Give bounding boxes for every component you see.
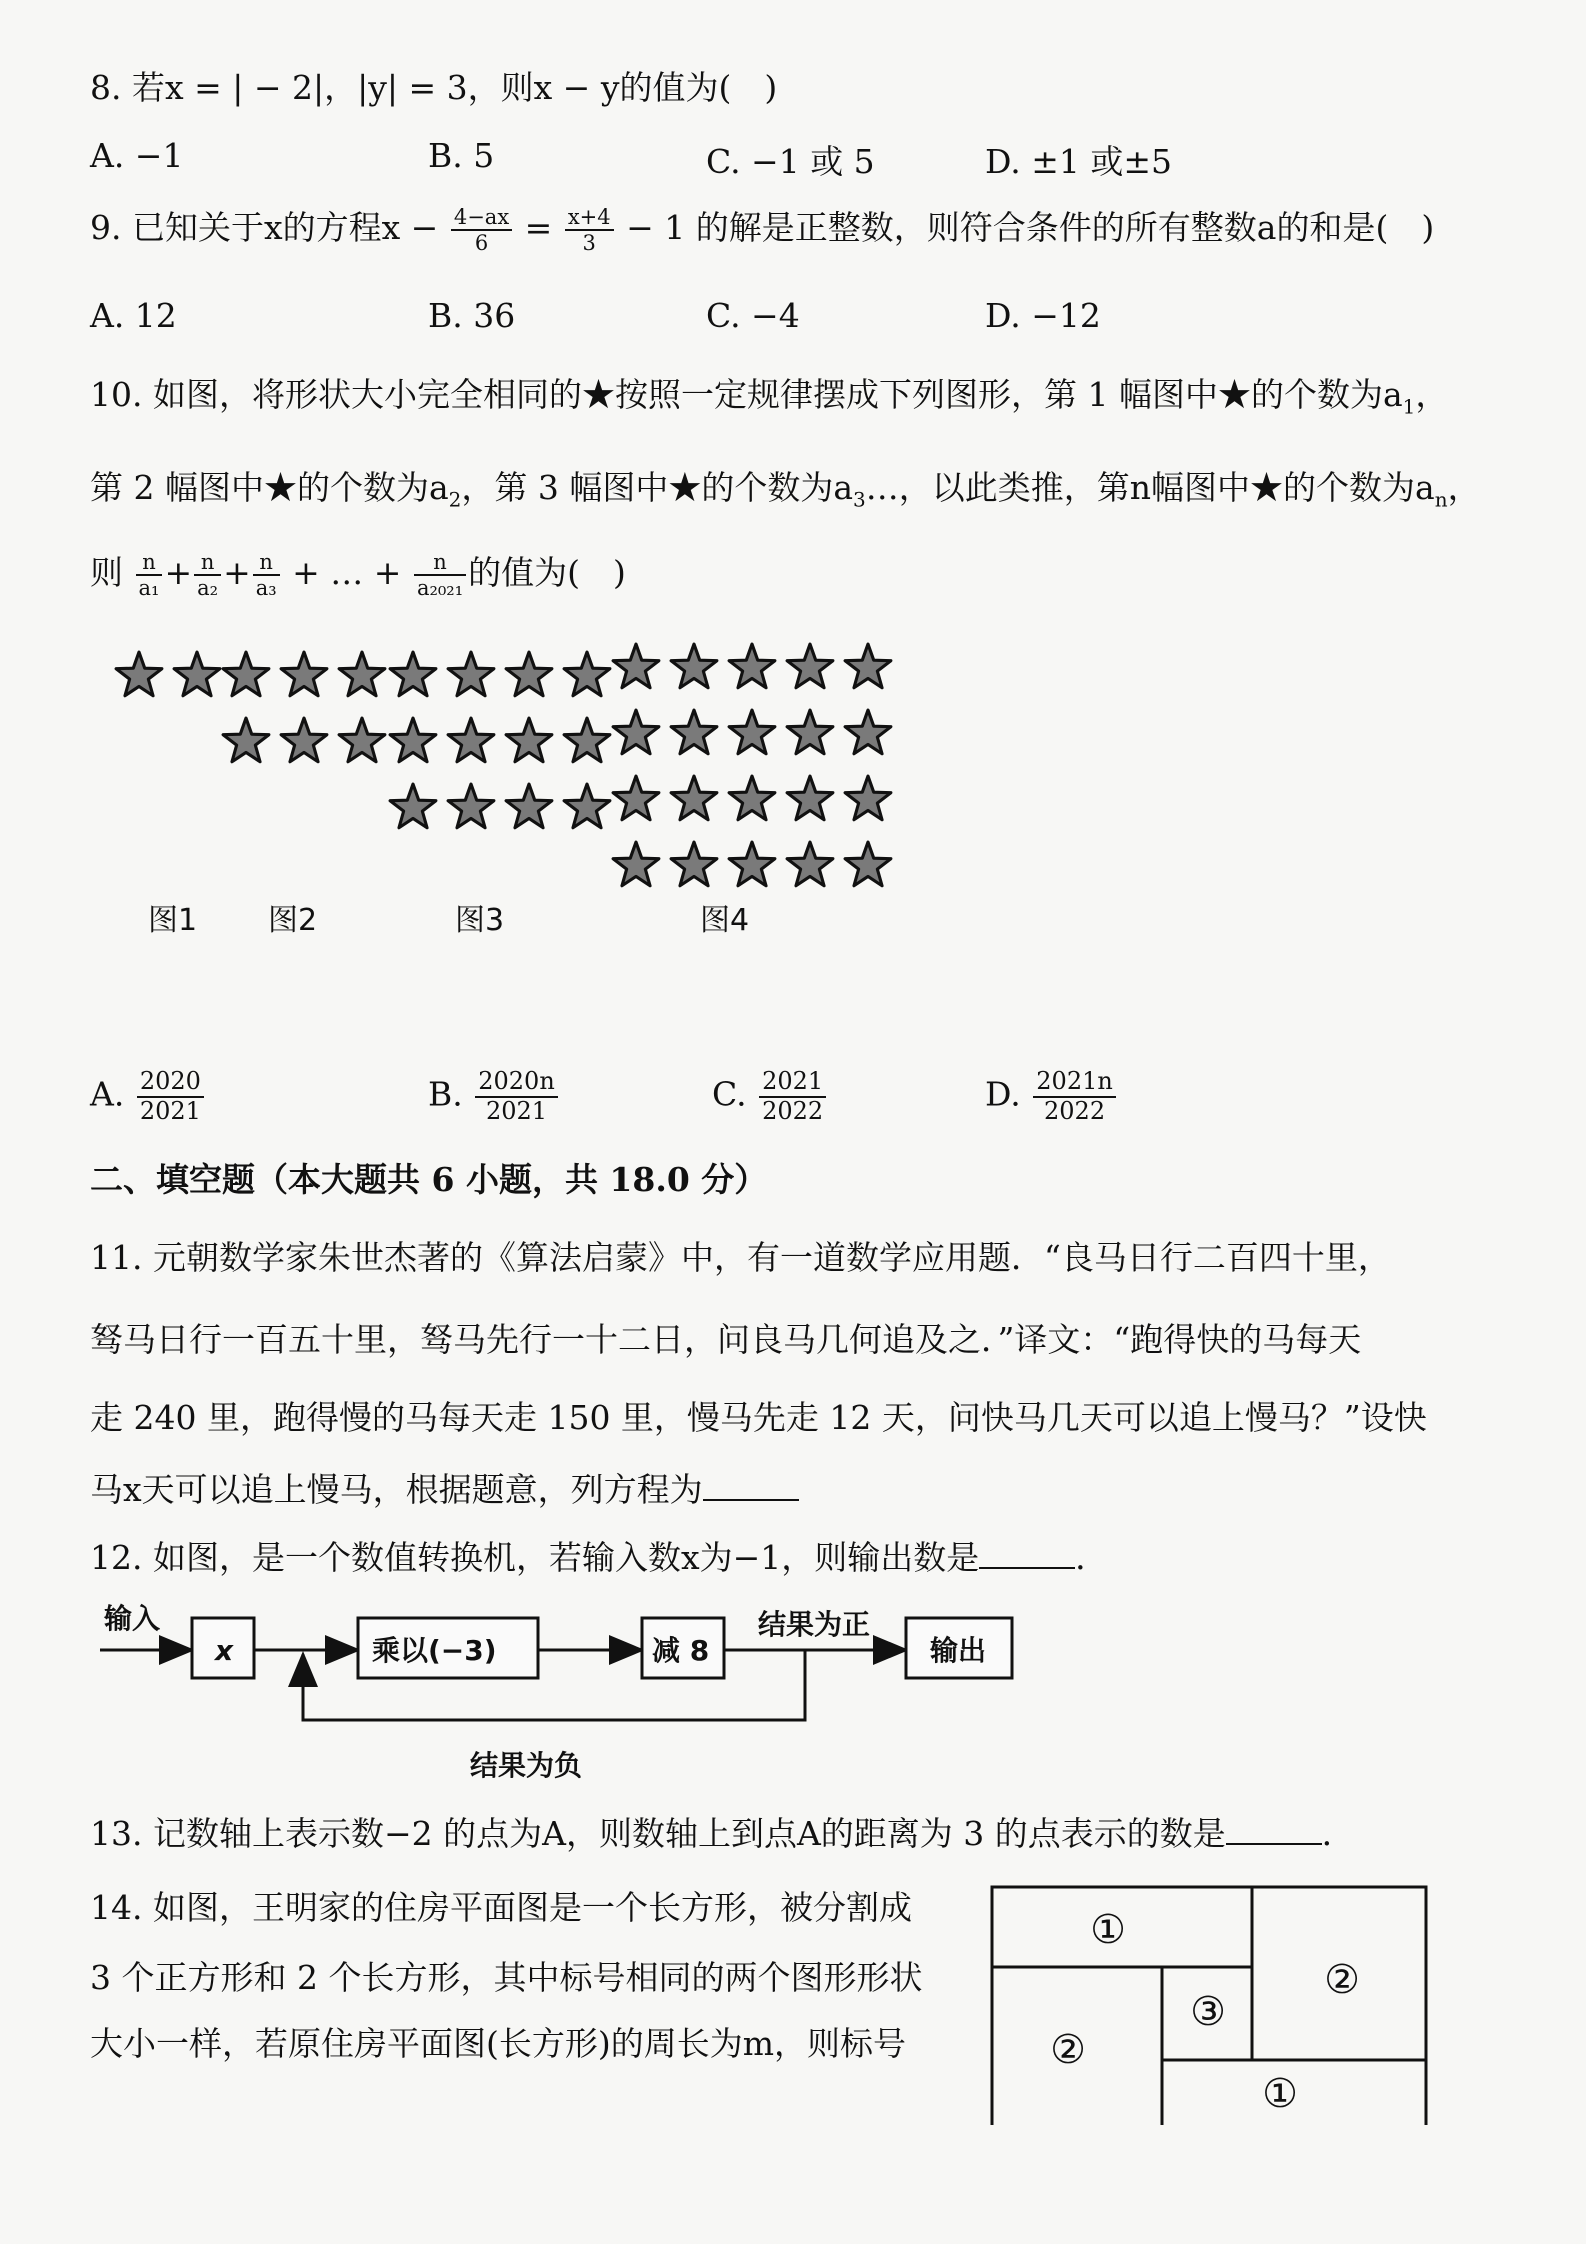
q9-frac1-num: 4−ax xyxy=(451,205,512,231)
star-figure-3 xyxy=(390,652,610,828)
q10-line3-prefix: 则 xyxy=(90,553,123,593)
q13-stem-text: 13. 记数轴上表示数−2 的点为A，则数轴上到点A的距离为 3 的点表示的数是 xyxy=(90,1814,1226,1853)
q9-equals: = xyxy=(524,208,553,248)
q9-option-d: D. −12 xyxy=(985,296,1101,335)
plan-label-2-right: ② xyxy=(1324,1957,1360,2003)
star-icon xyxy=(845,776,891,820)
q10-sub-a1: 1 xyxy=(1402,394,1416,419)
q10-option-a xyxy=(90,1068,206,1125)
q11-line4-text: 马x天可以追上慢马，根据题意，列方程为 xyxy=(90,1470,703,1509)
figure-label-3: 图3 xyxy=(455,903,505,938)
star-icon xyxy=(564,652,610,696)
star-icon xyxy=(390,784,436,828)
q10-sub-a3: 3 xyxy=(853,487,866,512)
q10-opt-c-den: 2022 xyxy=(762,1096,824,1125)
q10-term-2 xyxy=(194,550,221,600)
star-icon xyxy=(506,784,552,828)
figure-labels xyxy=(148,903,749,938)
q10-star-figures xyxy=(0,640,1586,940)
star-icon xyxy=(223,652,269,696)
q9-frac2-num: x+4 xyxy=(565,205,614,231)
q9-option-b: B. 36 xyxy=(428,296,516,335)
q10-term2-den: a₂ xyxy=(197,576,219,601)
q9-frac1-den: 6 xyxy=(474,231,489,256)
q10-opt-b-num: 2020n xyxy=(475,1068,558,1098)
star-icon xyxy=(339,718,385,762)
star-icon xyxy=(787,644,833,688)
positive-label: 结果为正 xyxy=(758,1608,871,1641)
q10-line-2 xyxy=(90,468,1481,512)
q10-term-last xyxy=(414,550,466,600)
q10-line-1 xyxy=(90,375,1448,419)
q14-line-2: 3 个正方形和 2 个长方形，其中标号相同的两个图形形状 xyxy=(90,1958,923,1997)
star-icon xyxy=(281,718,327,762)
star-icon xyxy=(448,718,494,762)
q13-stem-end: ． xyxy=(1321,1814,1355,1853)
plan-label-1-bottom: ① xyxy=(1262,2071,1298,2117)
q12-conversion-diagram xyxy=(0,1590,1586,1790)
q10-opt-a-den: 2021 xyxy=(139,1096,201,1125)
q9-option-a: A. 12 xyxy=(90,296,177,335)
q10-opt-d-den: 2022 xyxy=(1044,1096,1106,1125)
q10-sub-an: n xyxy=(1434,487,1448,512)
star-icon xyxy=(729,644,775,688)
q8-option-b: B. 5 xyxy=(428,136,495,175)
q10-ellipsis: + … + xyxy=(292,553,402,593)
q14-line-3: 大小一样，若原住房平面图(长方形)的周长为m，则标号 xyxy=(90,2024,907,2063)
q12-stem xyxy=(90,1538,1108,1578)
star-icon xyxy=(281,652,327,696)
q10-opt-a-letter: A. xyxy=(90,1074,125,1114)
figure-label-1: 图1 xyxy=(148,903,198,938)
q10-opt-c-num: 2021 xyxy=(759,1068,826,1098)
q10-opt-c-letter: C. xyxy=(712,1074,747,1114)
q9-prefix: 9. 已知关于x的方程x − xyxy=(90,208,439,248)
star-figure-4 xyxy=(613,644,891,886)
star-icon xyxy=(564,718,610,762)
box-multiply-label: 乘以(−3) xyxy=(372,1634,497,1667)
star-icon xyxy=(787,710,833,754)
q10-option-d xyxy=(985,1068,1118,1125)
q10-term1-num: n xyxy=(136,550,163,576)
star-icon xyxy=(448,652,494,696)
q10-opt-d-num: 2021n xyxy=(1033,1068,1116,1098)
star-icon xyxy=(613,842,659,886)
star-icon xyxy=(564,784,610,828)
star-icon xyxy=(174,652,220,696)
q8-option-d: D. ±1 或±5 xyxy=(985,142,1173,181)
star-icon xyxy=(671,644,717,688)
input-label: 输入 xyxy=(104,1602,161,1635)
q10-opt-b-den: 2021 xyxy=(485,1096,548,1125)
q10-sub-a2: 2 xyxy=(448,487,462,512)
q10-opt-b-letter: B. xyxy=(428,1074,463,1114)
q10-term1-den: a₁ xyxy=(138,576,160,601)
q10-term3-num: n xyxy=(253,550,280,576)
box-output-label: 输出 xyxy=(930,1634,987,1667)
q10-last-den: a₂₀₂₁ xyxy=(416,576,464,601)
star-icon xyxy=(613,710,659,754)
star-figure-1 xyxy=(116,652,220,696)
q9-suffix: − 1 的解是正整数，则符合条件的所有整数a的和是( ) xyxy=(626,208,1435,248)
q10-line3-suffix: 的值为( ) xyxy=(468,553,626,593)
star-icon xyxy=(448,784,494,828)
star-icon xyxy=(729,776,775,820)
star-icon xyxy=(845,842,891,886)
star-icon xyxy=(729,842,775,886)
star-icon xyxy=(787,776,833,820)
q10-opt-d-frac xyxy=(1033,1068,1116,1125)
plan-label-3-center: ③ xyxy=(1190,1989,1226,2035)
q8-option-a: A. −1 xyxy=(90,136,184,175)
star-icon xyxy=(613,776,659,820)
q12-stem-text: 12. 如图，是一个数值转换机，若输入数x为−1，则输出数是 xyxy=(90,1538,980,1577)
q10-opt-d-letter: D. xyxy=(985,1074,1021,1114)
negative-label: 结果为负 xyxy=(470,1749,583,1782)
q10-term-3 xyxy=(253,550,280,600)
q10-term-1 xyxy=(136,550,163,600)
q10-opt-a-frac xyxy=(137,1068,204,1125)
q10-last-num: n xyxy=(414,550,466,576)
q9-option-c: C. −4 xyxy=(706,296,800,335)
star-icon xyxy=(613,644,659,688)
q14-floor-plan xyxy=(990,1885,1436,2125)
q11-line-4 xyxy=(90,1470,799,1510)
q14-line-1: 14. 如图，王明家的住房平面图是一个长方形，被分割成 xyxy=(90,1888,912,1927)
q11-line-3: 走 240 里，跑得慢的马每天走 150 里，慢马先走 12 天，问快马几天可以追上慢马？”设快 xyxy=(90,1398,1427,1437)
star-icon xyxy=(116,652,162,696)
q10-line2-a: 第 2 幅图中★的个数为a xyxy=(90,468,449,507)
q13-answer-blank[interactable] xyxy=(1226,1842,1322,1845)
q8-option-c: C. −1 或 5 xyxy=(706,142,875,181)
q10-option-b xyxy=(428,1068,560,1125)
q10-line2-b: ，第 3 幅图中★的个数为a xyxy=(461,468,854,507)
figure-label-2: 图2 xyxy=(268,903,318,938)
q13-stem xyxy=(90,1814,1355,1854)
star-icon xyxy=(390,718,436,762)
figure-label-4: 图4 xyxy=(700,903,750,938)
star-icon xyxy=(729,710,775,754)
q11-line-2: 驽马日行一百五十里，驽马先行一十二日，问良马几何追及之．”译文：“跑得快的马每天 xyxy=(90,1320,1362,1359)
q12-answer-blank[interactable] xyxy=(979,1566,1075,1569)
q11-answer-blank[interactable] xyxy=(703,1498,799,1501)
q10-line2-c: …，以此类推，第n幅图中★的个数为a xyxy=(865,468,1435,507)
q10-opt-b-frac xyxy=(475,1068,558,1125)
star-icon xyxy=(845,710,891,754)
star-icon xyxy=(671,842,717,886)
q11-line-1: 11. 元朝数学家朱世杰著的《算法启蒙》中，有一道数学应用题．“良马日行二百四十里， xyxy=(90,1238,1391,1277)
star-icon xyxy=(671,776,717,820)
star-icon xyxy=(223,718,269,762)
star-icon xyxy=(787,842,833,886)
plan-label-2-left: ② xyxy=(1050,2027,1086,2073)
q10-line1-text: 10. 如图，将形状大小完全相同的★按照一定规律摆成下列图形，第 1 幅图中★的个数为a xyxy=(90,375,1403,414)
star-icon xyxy=(390,652,436,696)
q9-fraction-2 xyxy=(565,205,614,255)
q9-fraction-1 xyxy=(451,205,512,255)
q9-stem xyxy=(90,205,1434,255)
star-icon xyxy=(845,644,891,688)
q10-term3-den: a₃ xyxy=(255,576,277,601)
section-2-heading: 二、填空题（本大题共 6 小题，共 18.0 分） xyxy=(90,1160,768,1199)
star-icon xyxy=(339,652,385,696)
q10-opt-a-num: 2020 xyxy=(137,1068,204,1098)
q10-term2-num: n xyxy=(194,550,221,576)
q10-option-c xyxy=(712,1068,828,1125)
q10-opt-c-frac xyxy=(759,1068,826,1125)
star-icon xyxy=(671,710,717,754)
star-icon xyxy=(506,718,552,762)
plan-label-1-top: ① xyxy=(1090,1907,1126,1953)
box-subtract-label: 减 8 xyxy=(652,1634,710,1667)
q9-frac2-den: 3 xyxy=(582,231,596,256)
q8-stem: 8. 若x = | − 2|，|y| = 3，则x − y的值为( ) xyxy=(90,68,778,107)
star-figure-2 xyxy=(223,652,385,762)
star-icon xyxy=(506,652,552,696)
q10-line1-end: ， xyxy=(1415,375,1449,414)
q12-stem-end: ． xyxy=(1075,1538,1109,1577)
q10-line2-end: ， xyxy=(1447,468,1481,507)
box-x-label: x xyxy=(215,1634,234,1667)
q10-line-3: 则 $\frac{n}{\text{a₁}}$ + $\frac{n}{\text{a₂}}$ + $\frac{n}{\text{a₃}}$ + … + $\frac{n}{\text{a₂₀₂₁}}$ 的值为( ) xyxy=(90,550,626,601)
